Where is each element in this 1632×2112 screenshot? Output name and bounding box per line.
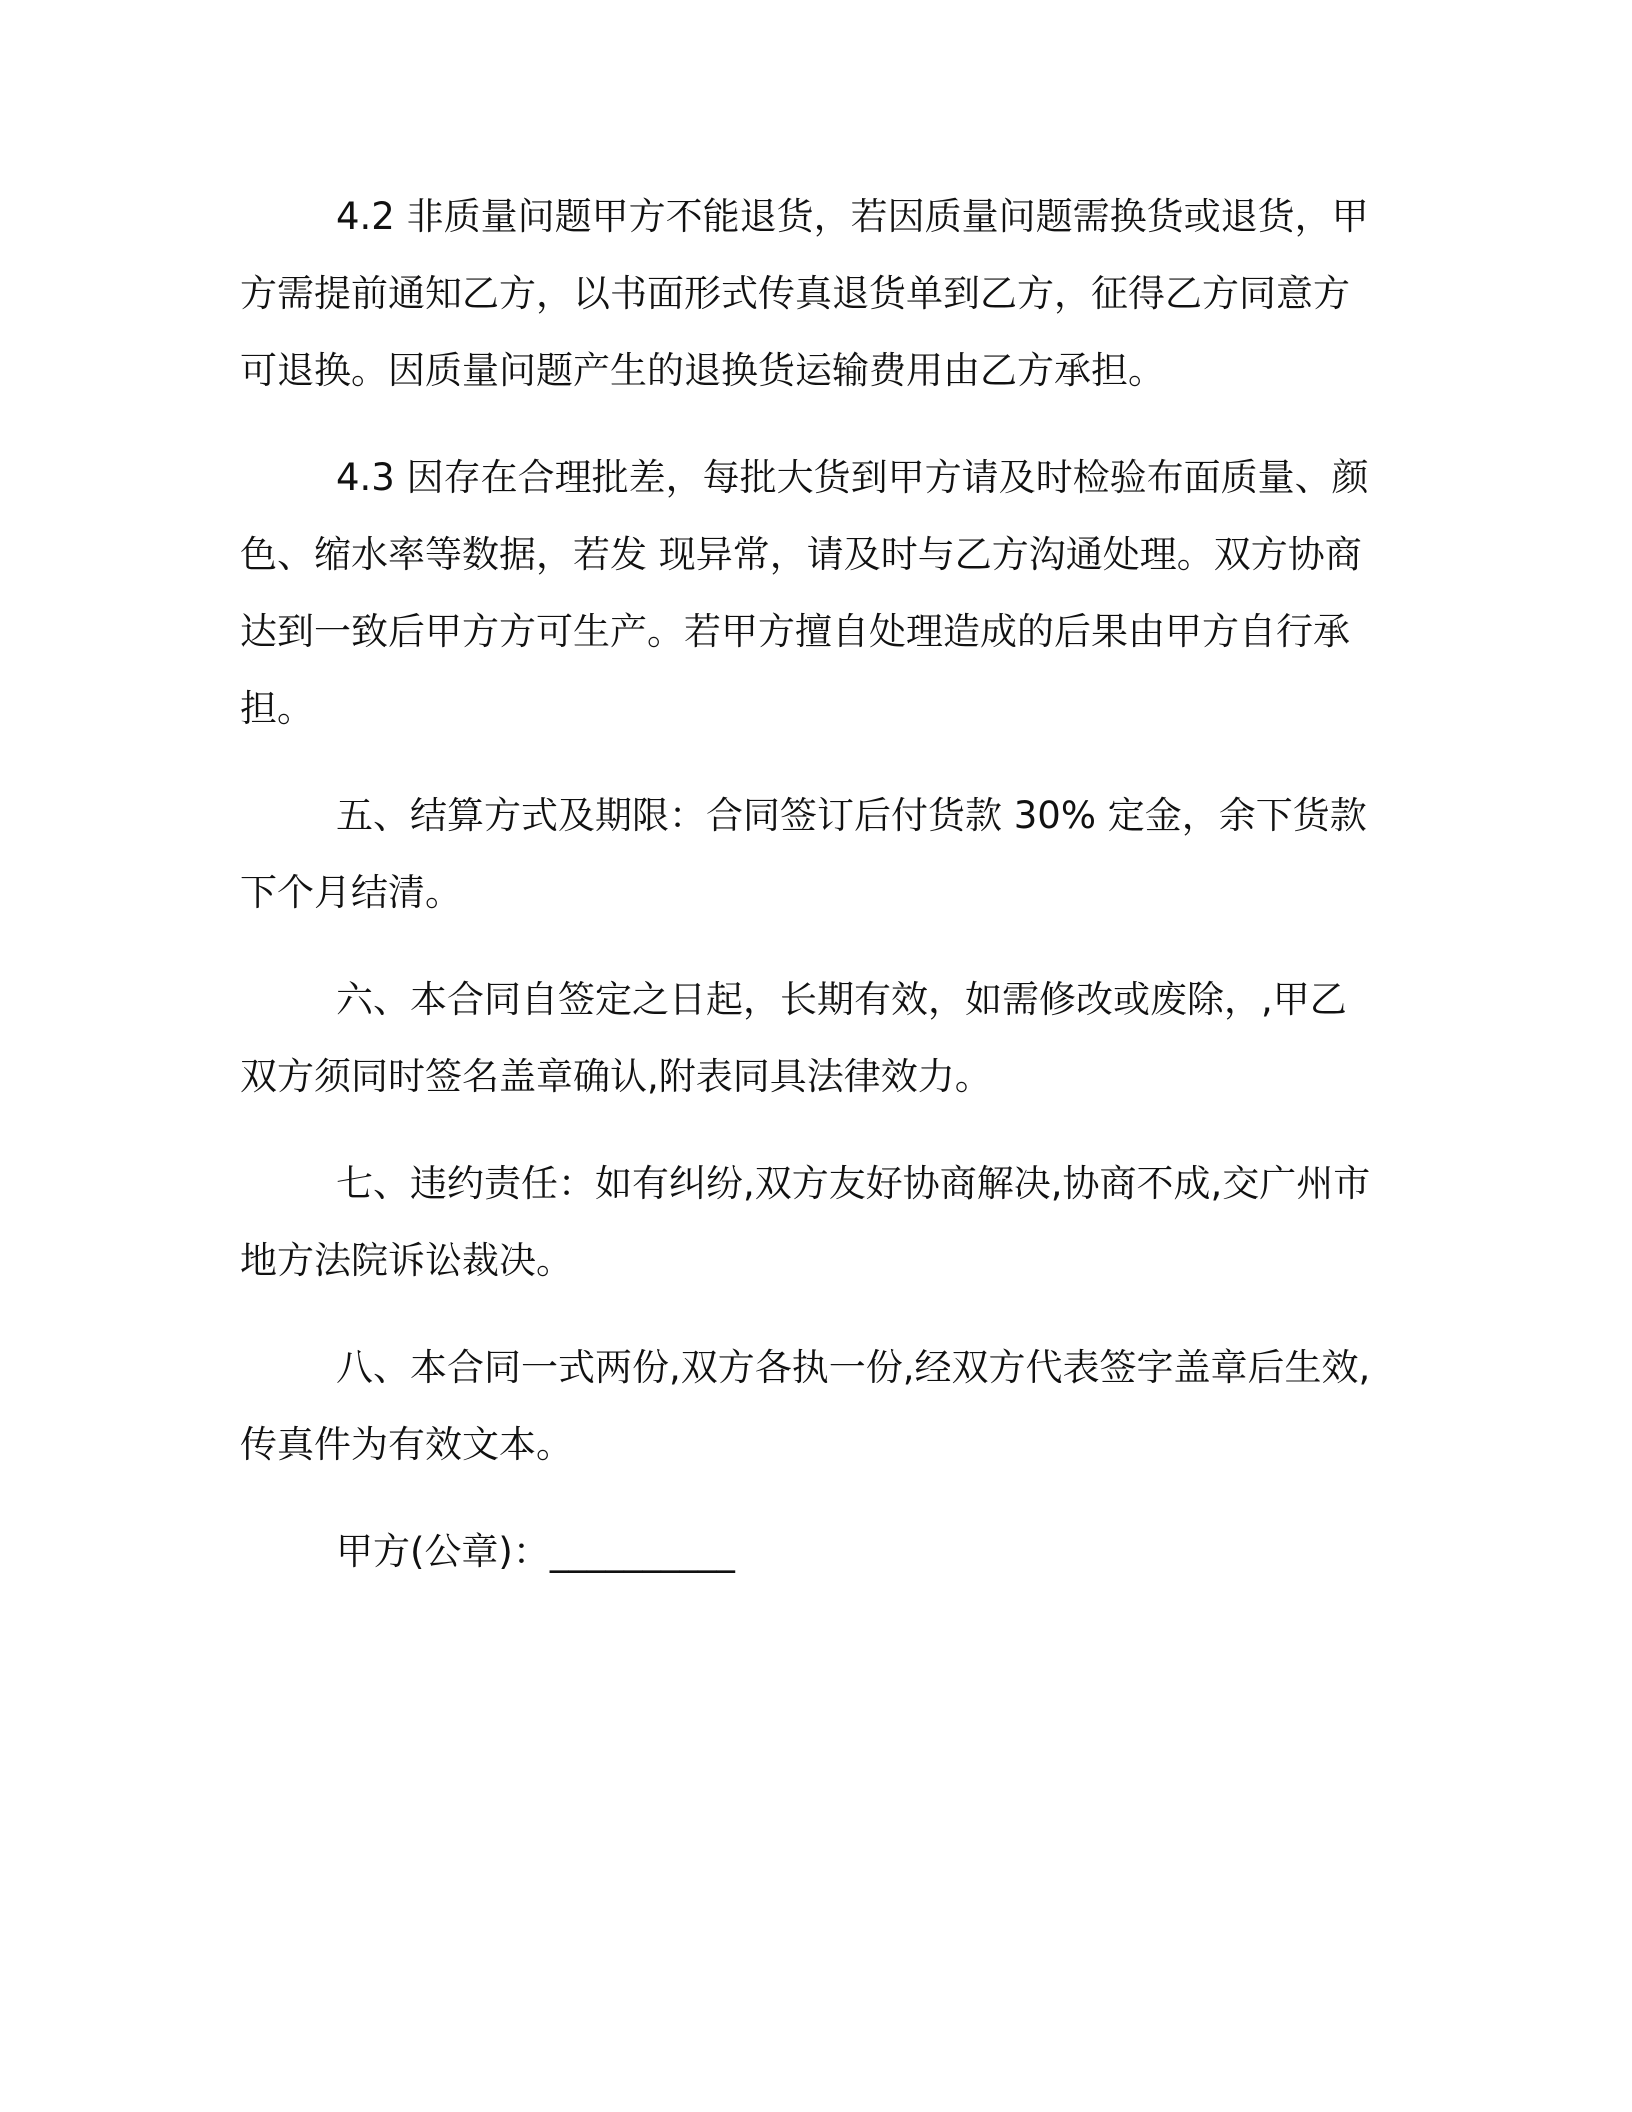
clause-4-3: 4.3 因存在合理批差，每批大货到甲方请及时检验布面质量、颜色、缩水率等数据，若发 现异常，请及时与乙方沟通处理。双方协商达到一致后甲方方可生产。若甲方擅自处理造成的后果由甲方自行承担。 bbox=[240, 456, 1369, 730]
party-a-signature-line: 甲方(公章)：__________ bbox=[336, 1530, 735, 1573]
clause-8-copies: 八、本合同一式两份,双方各执一份,经双方代表签字盖章后生效,传真件为有效文本。 bbox=[240, 1346, 1371, 1466]
clause-6-validity: 六、本合同自签定之日起，长期有效，如需修改或废除，,甲乙双方须同时签名盖章确认,附表同具法律效力。 bbox=[240, 978, 1347, 1098]
clause-4-2: 4.2 非质量问题甲方不能退货，若因质量问题需换货或退货，甲方需提前通知乙方，以书面形式传真退货单到乙方，征得乙方同意方可退换。因质量问题产生的退换货运输费用由乙方承担。 bbox=[240, 195, 1369, 392]
contract-body bbox=[240, 178, 1376, 1620]
clause-5-settlement: 五、结算方式及期限：合同签订后付货款 30% 定金，余下货款下个月结清。 bbox=[240, 794, 1367, 914]
clause-7-liability: 七、违约责任：如有纠纷,双方友好协商解决,协商不成,交广州市地方法院诉讼裁决。 bbox=[240, 1162, 1371, 1282]
